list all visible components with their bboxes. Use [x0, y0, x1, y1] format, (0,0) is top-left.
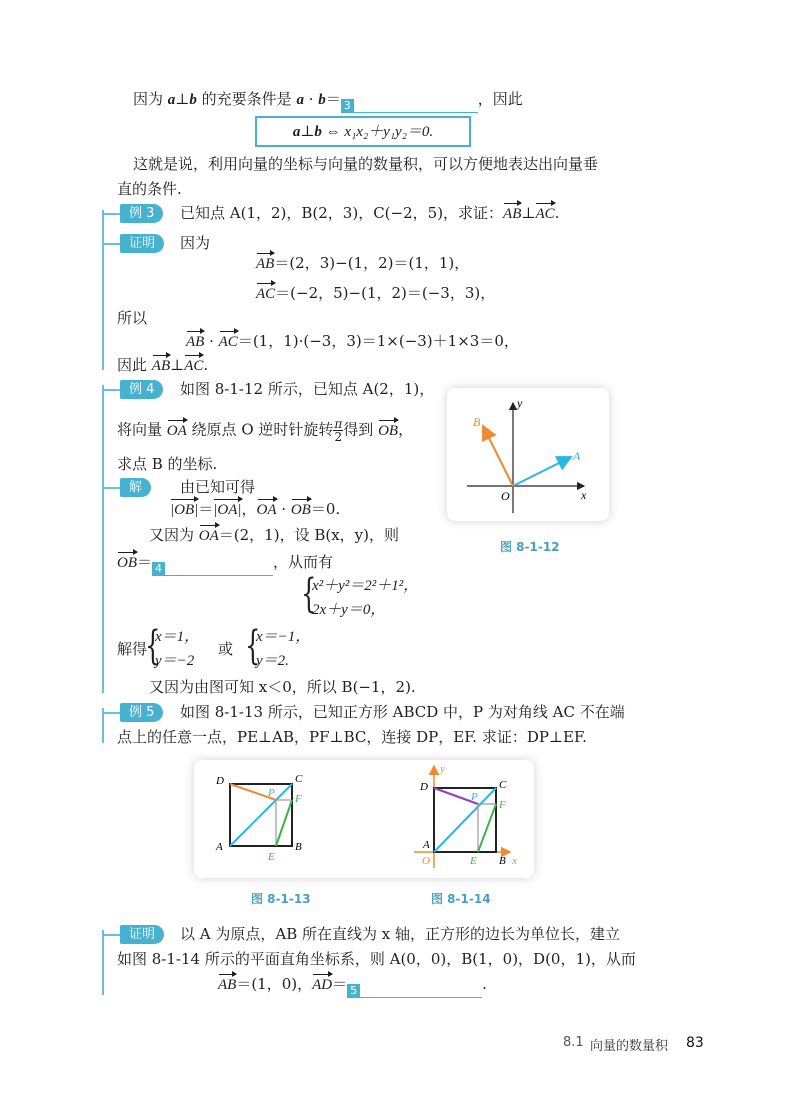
result-1-y: y＝−2	[155, 653, 195, 669]
svg-text:F: F	[295, 793, 302, 805]
label-A: A	[573, 449, 581, 463]
key-formula-box: a⊥b ⇔ x₁x₂＋y₁y₂＝0.	[255, 116, 471, 147]
label-O: O	[501, 489, 510, 503]
caption-8-1-13: 图 8-1-13	[251, 892, 311, 906]
footer-section-title: 向量的数量积	[590, 1039, 669, 1054]
so-text: 所以	[117, 309, 148, 327]
example-3-statement: 已知点 A(1，2)，B(2，3)，C(−2，5)，求证：AB⊥AC.	[180, 204, 560, 222]
proof-2-line1: 以 A 为原点，AB 所在直线为 x 轴，正方形的边长为单位长，建立	[180, 925, 620, 943]
solution-line1: 由已知可得	[180, 478, 256, 496]
page-number: 83	[686, 1035, 704, 1051]
system-eq1: x²＋y²＝2²＋1²，	[312, 578, 419, 594]
final-answer: 又因为由图可知 x＜0，所以 B(−1，2).	[149, 678, 416, 696]
example-4-tag: 例 4	[120, 380, 163, 399]
svg-text:F: F	[499, 799, 506, 811]
system-eq2: 2x＋y＝0，	[312, 602, 386, 618]
figure-8-1-13	[215, 773, 303, 863]
example-4-line1: 如图 8-1-12 所示，已知点 A(2，1)，	[180, 380, 435, 398]
vector-OA	[513, 457, 571, 486]
proof-because: 因为	[180, 234, 211, 252]
figure-8-1-12-svg	[447, 388, 609, 521]
svg-text:A: A	[423, 839, 430, 851]
example-4-line2: 将向量 OA 绕原点 O 逆时针旋转 $\frac{\pi}{2}$ 得到 OB，	[117, 417, 414, 444]
svg-text:E: E	[470, 855, 477, 867]
answer-blank-3[interactable]: 3	[341, 95, 478, 109]
solution-tag: 解	[120, 478, 151, 497]
eq-AB: AB＝(2，3)−(1，2)＝(1，1)，	[256, 254, 470, 272]
svg-text:A: A	[216, 841, 223, 853]
system-brace: {	[301, 571, 317, 617]
result-brace-2: {	[245, 623, 261, 669]
figures-8-1-13-14	[194, 760, 534, 878]
answer-blank-4[interactable]: 4	[152, 558, 273, 572]
svg-text:P: P	[268, 787, 275, 799]
solution-line2: |OB|＝|OA|，OA · OB＝0.	[170, 500, 341, 518]
solution-line3: 又因为 OA＝(2，1)，设 B(x，y)，则	[149, 526, 400, 544]
result-brace-1: {	[145, 623, 161, 669]
proof-tag-1: 证明	[120, 234, 164, 253]
label-x: x	[581, 488, 587, 502]
or-text: 或	[218, 640, 234, 658]
example-4-line3: 求点 B 的坐标.	[117, 455, 218, 473]
svg-text:C: C	[295, 773, 303, 785]
svg-text:B: B	[295, 841, 302, 853]
svg-text:P: P	[471, 791, 478, 803]
figures-square-svg	[194, 760, 534, 878]
eq-AC: AC＝(−2，5)−(1，2)＝(−3，3)，	[256, 284, 496, 302]
proof-2-line3: AB＝(1，0)，AD＝ 5 .	[218, 975, 487, 997]
figure-8-1-12	[447, 388, 609, 521]
para-summary-line2: 直的条件.	[117, 180, 182, 198]
solution-line4: OB＝ 4 ，从而有	[117, 553, 334, 575]
label-y: y	[517, 396, 523, 410]
para-summary-line1: 这就是说，利用向量的坐标与向量的数量积，可以方便地表达出向量垂	[133, 155, 599, 173]
result-1-x: x＝1，	[155, 629, 200, 645]
example-5-line1: 如图 8-1-13 所示，已知正方形 ABCD 中，P 为对角线 AC 不在端	[180, 703, 625, 721]
svg-text:D: D	[216, 775, 224, 787]
margin-rule-proof2	[102, 930, 104, 995]
example-5-tag: 例 5	[120, 703, 163, 722]
svg-text:E: E	[268, 851, 275, 863]
eq-dot-product: AB · AC＝(1，1)·(−3，3)＝1×(−3)＋1×3＝0，	[186, 332, 519, 350]
margin-rule-example4	[102, 385, 104, 693]
figure-8-1-14	[414, 763, 517, 868]
label-B: B	[473, 415, 481, 429]
margin-rule-example3	[102, 210, 104, 370]
para-condition: 因为 a⊥b 的充要条件是 a · b＝ 3 ，因此	[133, 90, 523, 112]
vector-OB	[483, 426, 513, 486]
footer-section-number: 8.1	[563, 1035, 584, 1050]
proof-tag-2: 证明	[120, 925, 164, 944]
result-2-x: x＝−1，	[256, 629, 311, 645]
caption-8-1-12: 图 8-1-12	[500, 540, 560, 554]
example-3-tag: 例 3	[120, 204, 163, 223]
svg-text:B: B	[499, 855, 506, 867]
conclusion-3: 因此 AB⊥AC.	[117, 356, 209, 374]
answer-blank-5[interactable]: 5	[347, 980, 482, 994]
result-2-y: y＝2.	[256, 653, 289, 669]
svg-text:y: y	[440, 763, 445, 775]
caption-8-1-14: 图 8-1-14	[431, 892, 491, 906]
svg-text:x: x	[512, 855, 517, 867]
proof-2-line2: 如图 8-1-14 所示的平面直角坐标系，则 A(0，0)，B(1，0)，D(0，1)，从而	[117, 950, 636, 968]
solve-label: 解得	[117, 640, 148, 658]
svg-text:O: O	[422, 855, 430, 867]
svg-text:C: C	[499, 779, 507, 791]
svg-text:D: D	[420, 781, 428, 793]
example-5-line2: 点上的任意一点，PE⊥AB，PF⊥BC，连接 DP，EF. 求证：DP⊥EF.	[117, 728, 587, 746]
